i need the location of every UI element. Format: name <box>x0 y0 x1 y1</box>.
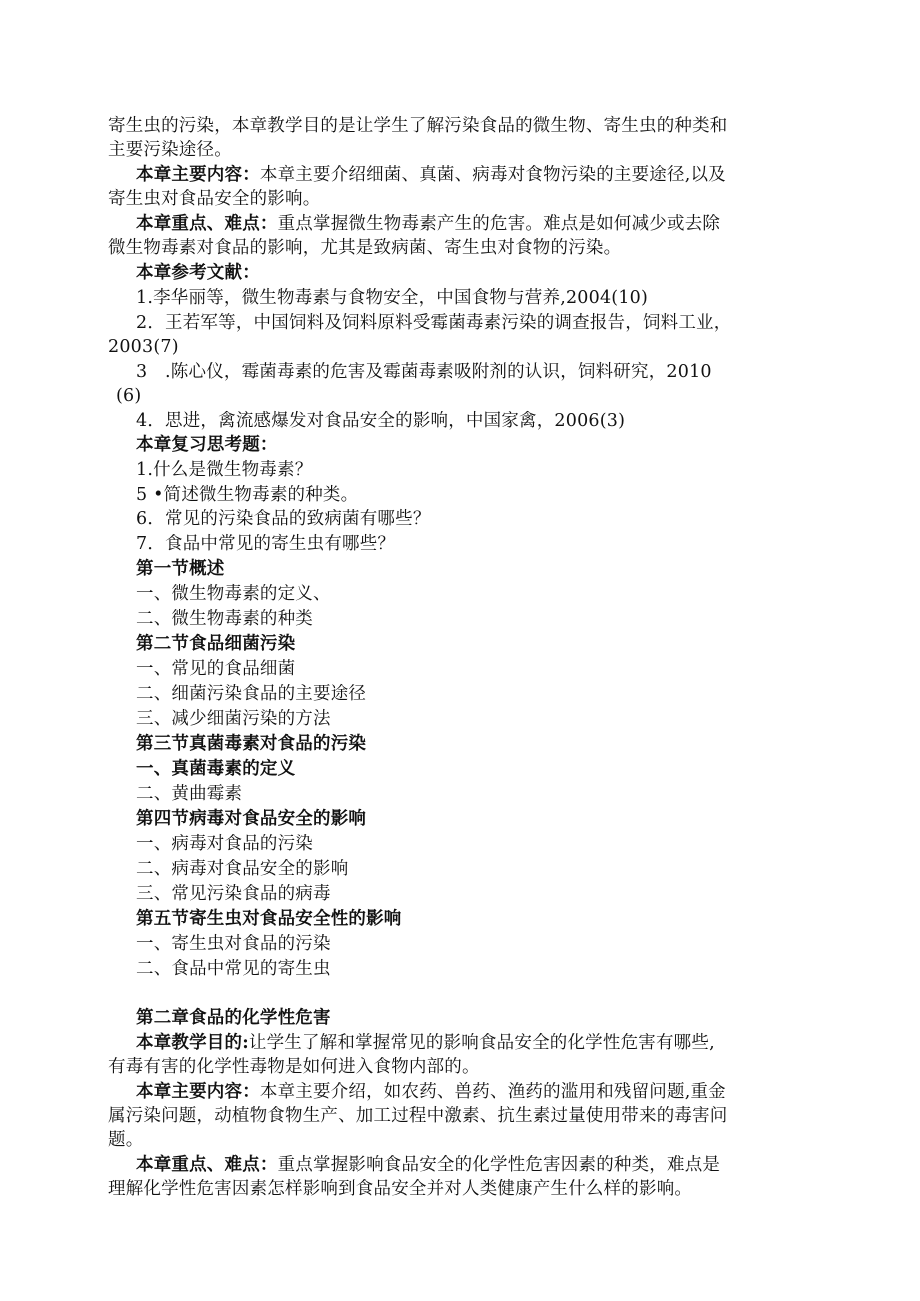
section-label: 本章复习思考题： <box>136 435 278 455</box>
section-label: 本章参考文献： <box>136 263 260 283</box>
text-line: 2003(7) <box>108 337 179 357</box>
text-line: (6) <box>116 386 142 406</box>
main-content-paragraph: 本章主要内容：本章主要介绍，如农药、兽药、渔药的滥用和残留问题,重金 <box>136 1082 726 1102</box>
question-item: 6．常见的污染食品的致病菌有哪些？ <box>136 509 431 529</box>
reference-item: 1.李华丽等，微生物毒素与食物安全，中国食物与营养,2004(10) <box>136 288 649 308</box>
text-line: 理解化学性危害因素怎样影响到食品安全并对人类健康产生什么样的影响。 <box>108 1179 693 1199</box>
outline-item: 一、寄生虫对食品的污染 <box>136 934 331 954</box>
reference-item: 2．王若军等，中国饲料及饲料原料受霉菌毒素污染的调查报告，饲料工业， <box>136 313 732 333</box>
objective-paragraph: 本章教学目的:让学生了解和掌握常见的影响食品安全的化学性危害有哪些, <box>136 1033 715 1053</box>
outline-item: 二、食品中常见的寄生虫 <box>136 959 331 979</box>
section-label: 本章主要内容： <box>136 165 260 185</box>
text-line: 寄生虫对食品安全的影响。 <box>108 189 321 209</box>
section-heading: 第三节真菌毒素对食品的污染 <box>136 734 367 754</box>
outline-item: 一、常见的食品细菌 <box>136 659 296 679</box>
outline-item: 一、真菌毒素的定义 <box>136 759 296 779</box>
text-line: 题。 <box>108 1130 144 1150</box>
references-heading <box>136 261 848 285</box>
outline-item: 一、病毒对食品的污染 <box>136 834 313 854</box>
main-content-paragraph: 本章主要内容：本章主要介绍细菌、真菌、病毒对食物污染的主要途径,以及 <box>136 165 726 185</box>
section-label: 本章重点、难点： <box>136 1155 278 1175</box>
text-line: 属污染问题，动植物食物生产、加工过程中激素、抗生素过量使用带来的毒害问 <box>108 1106 728 1126</box>
text-line: 主要污染途径。 <box>108 140 232 160</box>
reference-item: 3 .陈心仪，霉菌毒素的危害及霉菌毒素吸附剂的认识，饲料研究，2010 <box>136 362 712 382</box>
section-heading: 第五节寄生虫对食品安全性的影响 <box>136 909 402 929</box>
chapter-heading: 第二章食品的化学性危害 <box>136 1008 331 1028</box>
outline-item: 二、病毒对食品安全的影响 <box>136 859 349 879</box>
section-heading: 第二节食品细菌污染 <box>136 634 296 654</box>
outline-item: 三、减少细菌污染的方法 <box>136 709 331 729</box>
outline-item: 二、细菌污染食品的主要途径 <box>136 684 367 704</box>
outline-item: 二、黄曲霉素 <box>136 784 243 804</box>
section-label: 本章重点、难点： <box>136 214 278 234</box>
section-label: 本章主要内容： <box>136 1082 260 1102</box>
key-points-paragraph: 本章重点、难点：重点掌握微生物毒素产生的危害。难点是如何减少或去除 <box>136 214 721 234</box>
outline-item: 二、微生物毒素的种类 <box>136 609 313 629</box>
question-item: 5 •简述微生物毒素的种类。 <box>136 485 359 505</box>
section-heading: 第一节概述 <box>136 559 225 579</box>
key-points-paragraph: 本章重点、难点：重点掌握影响食品安全的化学性危害因素的种类，难点是 <box>136 1155 721 1175</box>
reference-item: 4．思进，禽流感爆发对食品安全的影响，中国家禽，2006(3) <box>136 411 626 431</box>
question-item: 1.什么是微生物毒素？ <box>136 460 313 480</box>
question-item: 7．食品中常见的寄生虫有哪些？ <box>136 534 396 554</box>
text-line: 寄生虫的污染，本章教学目的是让学生了解污染食品的微生物、寄生虫的种类和 <box>108 116 728 136</box>
section-heading: 第四节病毒对食品安全的影响 <box>136 809 367 829</box>
section-label: 本章教学目的: <box>136 1033 249 1053</box>
outline-item: 一、微生物毒素的定义、 <box>136 584 331 604</box>
text-line: 有毒有害的化学性毒物是如何进入食物内部的。 <box>108 1057 480 1077</box>
review-questions-heading <box>136 433 848 457</box>
text-line: 微生物毒素对食品的影响，尤其是致病菌、寄生虫对食物的污染。 <box>108 238 622 258</box>
outline-item: 三、常见污染食品的病毒 <box>136 884 331 904</box>
